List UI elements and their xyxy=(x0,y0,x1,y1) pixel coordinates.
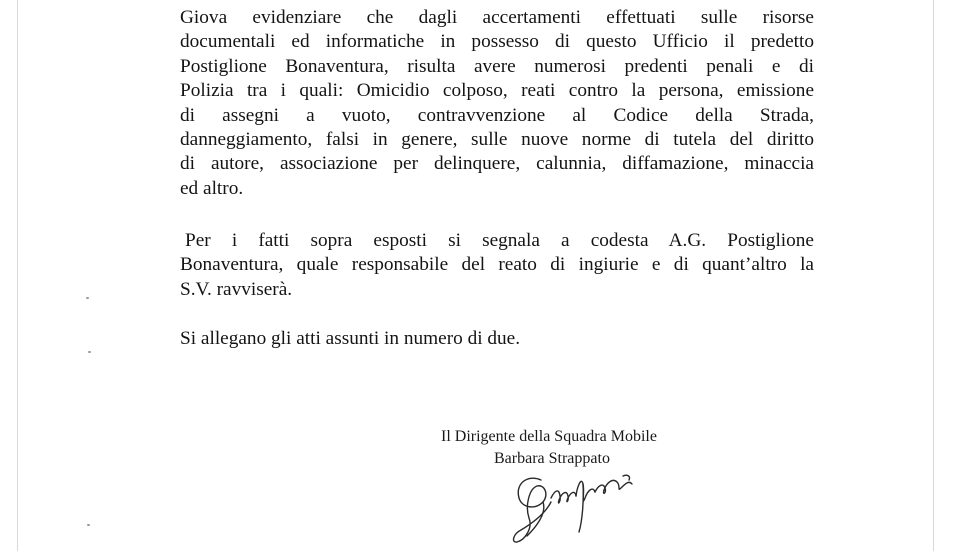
text-line: S.V. ravviserà. xyxy=(180,278,293,300)
signatory-name: Barbara Strappato xyxy=(494,450,610,467)
text-line: Si allegano gli atti assunti in numero di due. xyxy=(180,328,521,349)
signatory-title: Il Dirigente della Squadra Mobile xyxy=(441,428,657,445)
paragraph-report xyxy=(180,229,814,302)
text-line: ed altro. xyxy=(180,177,244,199)
scan-speck xyxy=(86,297,89,299)
text-line: Bonaventura, quale responsabile del reato di ingiurie e di quant’altro la xyxy=(180,254,814,276)
handwritten-signature xyxy=(505,462,655,551)
text-line: Postiglione Bonaventura, risulta avere numerosi predenti penali e di xyxy=(180,55,814,77)
paragraph-3 xyxy=(180,327,814,351)
text-line: di assegni a vuoto, contravvenzione al Codice della Strada, xyxy=(180,104,814,126)
paragraph-attachments xyxy=(180,327,814,351)
text-line: documentali ed informatiche in possesso di questo Ufficio il predetto xyxy=(180,31,814,53)
text-line: Polizia tra i quali: Omicidio colposo, reati contro la persona, emissione xyxy=(180,80,814,102)
text-line: danneggiamento, falsi in genere, sulle nuove norme di tutela del diritto xyxy=(180,129,814,151)
paragraph-criminal-record xyxy=(180,6,814,201)
paragraph-1 xyxy=(180,6,814,201)
scan-right-edge xyxy=(933,0,934,551)
scan-speck xyxy=(88,351,91,353)
text-line: Giova evidenziare che dagli accertamenti effettuati sulle risorse xyxy=(180,7,814,28)
text-line: Per i fatti sopra esposti si segnala a codesta A.G. Postiglione xyxy=(185,230,814,251)
scan-speck xyxy=(87,524,90,526)
scan-left-edge xyxy=(17,0,18,551)
signature-scribble xyxy=(505,462,655,547)
paragraph-2 xyxy=(180,229,814,302)
text-line: di autore, associazione per delinquere, calunnia, diffamazione, minaccia xyxy=(180,153,814,175)
